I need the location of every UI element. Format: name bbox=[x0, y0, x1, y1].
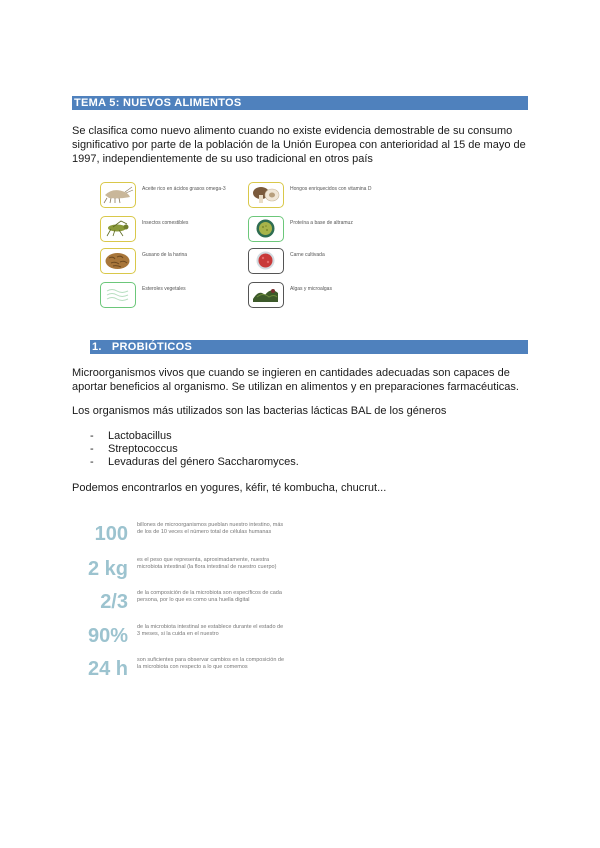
novel-foods-grid bbox=[100, 182, 400, 310]
stat-text: billones de microorganismos pueblan nuestro intestino, más de los de 10 veces el número total de células humanas bbox=[137, 522, 284, 535]
stat-text: son suficientes para observar cambios en la composición de la microbiota con respecto a lo que comemos bbox=[137, 657, 285, 670]
stat-text: de la microbiota intestinal se establece durante el estado de 3 meses, si la cuida en el nuestro bbox=[137, 624, 284, 637]
mealworm-icon bbox=[100, 248, 136, 274]
stat-value: 2/3 bbox=[100, 591, 128, 613]
list-item: - Lactobacillus bbox=[90, 430, 172, 442]
stat-text: de la composición de la microbiota son específicos de cada persona, por lo que es como una huella digital bbox=[137, 590, 282, 603]
genus-label: Lactobacillus bbox=[108, 430, 172, 442]
genus-label: Streptococcus bbox=[108, 443, 178, 455]
food-item bbox=[248, 282, 398, 308]
stat-value: 24 h bbox=[87, 658, 128, 680]
food-item bbox=[100, 182, 250, 208]
plant-sterols-icon bbox=[100, 282, 136, 308]
stat-row bbox=[70, 520, 290, 552]
food-label: Gusano de la harina bbox=[142, 252, 188, 258]
food-label: Esteroles vegetales bbox=[142, 286, 186, 292]
section-title: TEMA 5: NUEVOS ALIMENTOS bbox=[74, 97, 242, 109]
organisms-intro: Los organismos más utilizados son las bacterias lácticas BAL de los géneros bbox=[72, 405, 447, 417]
food-item bbox=[248, 216, 398, 242]
heading-number: 1. bbox=[92, 341, 102, 353]
stat-row bbox=[70, 622, 290, 654]
microbiota-stats bbox=[70, 520, 290, 690]
food-item bbox=[100, 216, 250, 242]
probiotics-heading-bar bbox=[90, 340, 528, 354]
probiotics-description: Microorganismos vivos que cuando se ingieren en cantidades adecuadas son capaces de aportar beneficios al organismo. Se utilizan en alimentos y en preparaciones farmacéuticas. bbox=[72, 367, 519, 393]
genus-label: Levaduras del género Saccharomyces. bbox=[108, 456, 299, 468]
food-label: Hongos enriquecidos con vitamina D bbox=[290, 186, 372, 192]
stat-row bbox=[70, 588, 290, 620]
probiotics-heading: PROBIÓTICOS bbox=[111, 341, 193, 353]
food-label: Aceite rico en ácidos grasos omega-3 bbox=[142, 186, 226, 192]
genera-list bbox=[72, 430, 299, 469]
list-item: - Levaduras del género Saccharomyces. bbox=[90, 456, 299, 468]
food-label: Algas y microalgas bbox=[290, 286, 332, 292]
grasshopper-icon bbox=[100, 216, 136, 242]
food-label: Insectos comestibles bbox=[142, 220, 189, 226]
list-item: - Streptococcus bbox=[90, 443, 178, 455]
cultured-meat-icon bbox=[248, 248, 284, 274]
food-label: Carne cultivada bbox=[290, 252, 325, 258]
seaweed-icon bbox=[248, 282, 284, 308]
stat-value: 100 bbox=[94, 523, 128, 545]
stat-value: 90% bbox=[87, 625, 128, 647]
mushroom-icon bbox=[248, 182, 284, 208]
stat-row bbox=[70, 655, 290, 687]
intro-paragraph: Se clasifica como nuevo alimento cuando no existe evidencia demostrable de su consumo significativo por parte de la población de la Unión Europea con anterioridad al 15 de mayo de 1997, independientemente de su uso tradicional en otros país bbox=[72, 125, 526, 165]
stat-row bbox=[70, 555, 290, 587]
protein-bowl-icon bbox=[248, 216, 284, 242]
stat-value: 2 kg bbox=[87, 558, 128, 580]
food-item bbox=[100, 248, 250, 274]
food-item bbox=[248, 182, 398, 208]
krill-icon bbox=[100, 182, 136, 208]
stat-text: es el peso que representa, aproximadamente, nuestra microbiota intestinal (la flora intestinal de nuestro cuerpo) bbox=[137, 557, 277, 570]
food-item bbox=[248, 248, 398, 274]
section-title-bar bbox=[72, 96, 528, 110]
food-label: Proteína a base de altramuz bbox=[290, 220, 353, 226]
food-item bbox=[100, 282, 250, 308]
where-to-find: Podemos encontrarlos en yogures, kéfir, té kombucha, chucrut... bbox=[72, 482, 387, 494]
